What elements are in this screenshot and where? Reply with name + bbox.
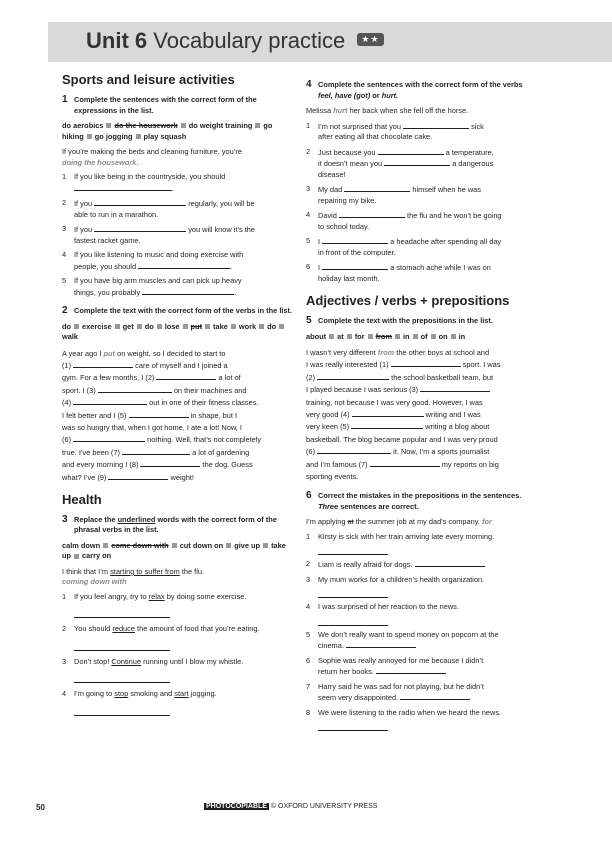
answer-blank[interactable] (98, 385, 172, 393)
list-item: 4 I was surprised of her reaction to the news. (306, 602, 538, 626)
answer-blank[interactable] (129, 410, 189, 418)
answer-blank[interactable] (94, 224, 186, 232)
square-bullet-icon (231, 324, 236, 329)
word-list-item: about (306, 331, 327, 341)
word-list-item: give up (234, 540, 261, 550)
answer-blank[interactable] (122, 447, 190, 455)
answer-line[interactable] (74, 705, 170, 716)
list-item: 5 I a headache after spending all day in front of the computer. (306, 236, 502, 257)
word-list-item: put (190, 321, 203, 331)
word-list-item: take up (62, 540, 286, 561)
square-bullet-icon (329, 334, 334, 339)
answer-blank[interactable] (415, 559, 485, 567)
word-list-item: play squash (143, 131, 187, 141)
example-sentence: I think that I’m starting to suffer from the flu. coming down with (62, 566, 205, 587)
exercise-number: 1 (62, 94, 68, 105)
answer-blank[interactable] (73, 397, 147, 405)
word-list-item: at (337, 331, 344, 341)
word-list-item: do weight training (188, 121, 253, 130)
word-list-item: carry on (82, 551, 112, 561)
square-bullet-icon (136, 134, 141, 139)
answer-blank[interactable] (317, 446, 391, 454)
square-bullet-icon (103, 543, 108, 548)
left-column (62, 72, 294, 720)
right-column (306, 80, 538, 735)
photocopiable-badge: PHOTOCOPIABLE (206, 803, 267, 810)
word-list-item: exercise (82, 321, 112, 331)
answer-blank[interactable] (94, 198, 186, 206)
word-list-item: calm down (62, 540, 101, 550)
answer-blank[interactable] (346, 640, 416, 648)
word-list-item: lose (164, 321, 180, 331)
list-item: 1 Kirsty is sick with her train arriving late every morning. (306, 532, 538, 556)
difficulty-stars-icon: ★★ (357, 33, 383, 46)
answer-line[interactable] (74, 640, 170, 651)
word-list-item: go jogging (94, 131, 133, 141)
answer-blank[interactable] (73, 434, 145, 442)
list-item: 2 Just because you a temperature, it doesn’t mean you a dangerous disease! (306, 146, 494, 179)
square-bullet-icon (413, 334, 418, 339)
list-item: 1 If you like being in the countryside, you should . (62, 172, 226, 193)
list-item: 4 If you like listening to music and doing exercise with people, you should . (62, 250, 244, 271)
list-item: 2 If you regularly, you will be able to run in a marathon. (62, 198, 255, 219)
word-list (306, 332, 538, 343)
answer-blank[interactable] (140, 459, 200, 467)
list-item: 6 Sophie was really annoyed for me because I didn’t return her books. (306, 655, 484, 677)
list-item: 3 Don’t stop! Continue running until I blow my whistle. (62, 657, 294, 684)
word-list-item: do aerobics (62, 121, 104, 130)
list-item: 8 We were listening to the radio when we heard the news. (306, 708, 538, 732)
list-item: 6 I a stomach ache while I was on holiday last month. (306, 262, 491, 283)
section-heading-adjectives: Adjectives / verbs + prepositions (306, 293, 510, 308)
list-item: 2 You should reduce the amount of food that you’re eating. (62, 624, 294, 651)
word-list-item: for (354, 331, 365, 341)
word-list-item: do (62, 321, 72, 331)
answer-blank[interactable] (378, 147, 444, 155)
copyright-line (204, 803, 377, 810)
word-list-item: do (267, 321, 277, 331)
answer-line[interactable] (318, 587, 388, 598)
list-item: 1 I’m not surprised that you sick after eating all that chocolate cake. (306, 120, 484, 141)
list-item: 4 David the flu and he won’t be going to school today. (306, 210, 502, 231)
list-item: 5 We don’t really want to spend money on popcorn at the cinema. (306, 629, 499, 651)
word-list-item: do the housework (114, 121, 178, 130)
example-sentence: Melissa hurt her back when she fell off the horse. (306, 106, 469, 115)
word-list-item: get (122, 321, 134, 331)
square-bullet-icon (183, 324, 188, 329)
answer-line[interactable] (318, 720, 388, 731)
square-bullet-icon (263, 543, 268, 548)
word-list-item: of (420, 331, 428, 341)
answer-blank[interactable] (351, 421, 423, 429)
answer-line[interactable] (74, 607, 170, 618)
answer-blank[interactable] (108, 472, 168, 480)
unit-label: Unit 6 (86, 28, 148, 53)
answer-blank[interactable] (391, 359, 461, 367)
square-bullet-icon (115, 324, 120, 329)
word-list-item: in (403, 331, 410, 341)
square-bullet-icon (279, 324, 284, 329)
publisher-text: © OXFORD UNIVERSITY PRESS (270, 803, 378, 810)
exercise-4: 4 Complete the sentences with the correct form of the verbs feel, have (got) or hurt. Melissa hurt her back when she fell off the horse. 1 I’m not surprised that you sick after eating all that chocolate cake. 2 Just because you a temperature, it doesn’t mean you a dangerous disease! 3 My dad himself when he was repairing my bike. 4 David the flu and he won’t be going to school today. 5 I a headache after spending all day in front of the computer. 6 I a stomach ache while I was on holiday last month. (306, 80, 538, 284)
word-list-item: from (375, 331, 392, 341)
square-bullet-icon (74, 324, 79, 329)
answer-blank[interactable] (339, 210, 405, 218)
list-item: 3 If you you will know it’s the fastest racket game. (62, 224, 256, 245)
square-bullet-icon (106, 123, 111, 128)
answer-blank[interactable] (376, 666, 446, 674)
word-list-item: on (438, 331, 448, 341)
square-bullet-icon (87, 134, 92, 139)
word-list-item: go hiking (62, 121, 273, 141)
word-list (62, 322, 294, 343)
exercise-2: 2 Complete the text with the correct form of the verbs in the list. do exercise get do lose put take work dowalk A year ago I put on weight, so I decided to start to (1) care of myself and I joined a gym. For a few months, I (2) a lot of sport. I (3) on their machines and (4) out in one of their fitness classes. I felt better and I (5) in shape, but I was so hungry that, when I got home, I ate a lot! Now, I (6) nothing. Well, that’s not completely true. I’ve been (7) a lot of gardening and every morning I (8) the dog. Guess what? I’ve (9) weight! (62, 306, 294, 484)
square-bullet-icon (255, 123, 260, 128)
answer-blank[interactable] (403, 121, 469, 129)
square-bullet-icon (226, 543, 231, 548)
list-item: 1 If you feel angry, try to relax by doing some exercise. (62, 592, 294, 619)
list-item: 4 I’m going to stop smoking and start jogging. (62, 689, 294, 716)
word-list (62, 541, 294, 562)
list-item: 3 My mum works for a children’s health organization. (306, 575, 538, 599)
square-bullet-icon (157, 324, 162, 329)
square-bullet-icon (431, 334, 436, 339)
word-list-item: take (213, 321, 228, 331)
word-list-item: work (238, 321, 257, 331)
answer-blank[interactable] (400, 692, 470, 700)
answer-blank[interactable] (138, 261, 230, 269)
section-heading-sports: Sports and leisure activities (62, 72, 235, 87)
answer-line[interactable] (318, 615, 388, 626)
answer-blank[interactable] (317, 372, 389, 380)
square-bullet-icon (172, 543, 177, 548)
list-item: 7 Harry said he was sad for not playing, but he didn’t seem very disappointed. (306, 681, 484, 703)
gap-fill-text: A year ago I put on weight, so I decided to start to (1) care of myself and I joined a gym. For a few months, I (2) a lot of sport. I (3) on their machines and (4) out in one of their fitness classes. I felt better and I (5) in shape, but I was so hungry that, when I got home, I ate a lot! Now, I (6) nothing. Well, that’s not completely true. I’ve been (7) a lot of gardening and every morning I (8) the dog. Guess what? I’ve (9) weight! (62, 348, 262, 482)
list-item: 5 If you have big arm muscles and can pick up heavy things, you probably . (62, 276, 242, 297)
word-list (62, 121, 294, 142)
answer-blank[interactable] (74, 183, 172, 191)
answer-blank[interactable] (142, 287, 234, 295)
exercise-5: 5 Complete the text with the prepositions in the list. about at for from in of on in I wasn’t very different from the other boys at school and I was really interested (1) sport. I was (2) the school basketball team, but I played because I was serious (3) training, not because I was very good. However, I was very good (4) writing and I was very keen (5) writing a blog about basketball. The blog became popular and I was very proud (6) it. Now, I’m a sports journalist and I’m famous (7) my reports on big sporting events. (306, 316, 538, 483)
answer-blank[interactable] (156, 372, 216, 380)
word-list-item: cut down on (179, 540, 224, 550)
title-text: Vocabulary practice (153, 28, 346, 53)
answer-blank[interactable] (352, 409, 424, 417)
answer-blank[interactable] (344, 184, 410, 192)
answer-blank[interactable] (420, 384, 490, 392)
answer-blank[interactable] (322, 236, 388, 244)
page-title (86, 28, 384, 54)
example-sentence: If you’re making the beds and cleaning furniture, you’re doing the housework. (62, 147, 242, 167)
square-bullet-icon (347, 334, 352, 339)
answer-blank[interactable] (73, 360, 133, 368)
square-bullet-icon (137, 324, 142, 329)
exercise-instruction: Complete the sentences with the correct form of the expressions in the list. (74, 95, 257, 115)
word-list-item: come down with (111, 540, 169, 550)
gap-fill-text: I wasn’t very different from the other boys at school and I was really interested (1) sport. I was (2) the school basketball team, but I played because I was serious (3) training, not because I was very good. However, I was very good (4) writing and I was very keen (5) writing a blog about basketball. The blog became popular and I was very proud (6) it. Now, I’m a sports journalist and I’m famous (7) my reports on big sporting events. (306, 348, 501, 482)
square-bullet-icon (395, 334, 400, 339)
word-list-item: do (144, 321, 154, 331)
example-answer: doing the housework (62, 157, 137, 167)
square-bullet-icon (205, 324, 210, 329)
page-number: 50 (36, 803, 45, 812)
word-list-item: walk (62, 332, 79, 341)
square-bullet-icon (181, 123, 186, 128)
header-banner (48, 22, 612, 62)
exercise-1 (62, 95, 294, 298)
answer-line[interactable] (74, 672, 170, 683)
exercise-6: 6 Correct the mistakes in the prepositions in the sentences. Three sentences are correct. I’m applying at the summer job at my dad’s company. for 1 Kirsty is sick with her train arriving late every morning. 2 Liam is really afraid for dogs. 3 My mum works for a children’s health organization. 4 I was surprised of her reaction to the news. 5 We don’t really want to spend money on popcorn at the cinema. 6 Sophie was really annoyed for me because I didn’t return her books. 7 Harry said he was sad for not playing, but he didn’t seem very disappointed. 8 We were listening to the radio when we heard the news. (306, 491, 538, 731)
answer-blank[interactable] (370, 459, 440, 467)
list-item: 2 Liam is really afraid for dogs. (306, 559, 538, 571)
square-bullet-icon (368, 334, 373, 339)
exercise-3: 3 Replace the underlined words with the correct form of the phrasal verbs in the list. calm down come down with cut down on give up take up carry on I think that I’m starting to suffer from the flu. coming down with 1 If you feel angry, try to relax by doing some exercise. 2 You should reduce the amount of food that you’re eating. 3 Don’t stop! Continue running until I blow my whistle. 4 I’m going to stop smoking and start jogging. (62, 515, 294, 716)
square-bullet-icon (451, 334, 456, 339)
square-bullet-icon (74, 554, 79, 559)
list-item: 3 My dad himself when he was repairing my bike. (306, 184, 481, 205)
answer-line[interactable] (318, 544, 388, 555)
word-list-item: in (458, 331, 466, 341)
example-sentence: I’m applying at the summer job at my dad’s company. for (306, 517, 492, 527)
square-bullet-icon (259, 324, 264, 329)
section-heading-health: Health (62, 491, 102, 507)
answer-blank[interactable] (322, 262, 388, 270)
answer-blank[interactable] (384, 158, 450, 166)
